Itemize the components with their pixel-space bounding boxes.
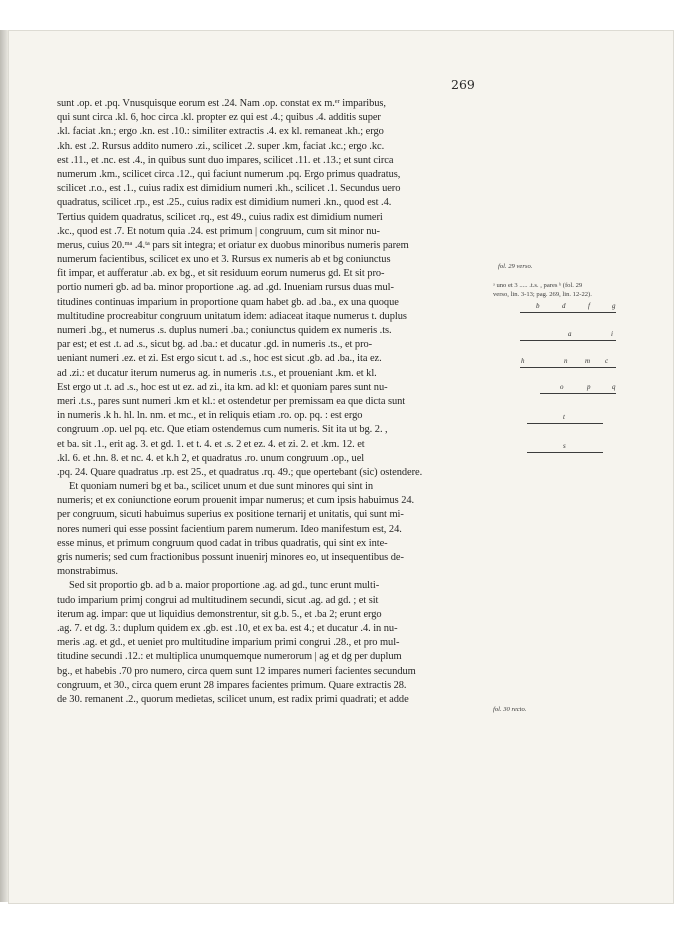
diagram-label-o: o (560, 383, 564, 391)
text-line: numeri .bg., et numerus .s. duplus numeri .ba.; coniunctus quidem ex numeris .ts. (57, 325, 392, 336)
text-line: merus, cuius 20.ᵐᵃ .4.ᵗᵃ pars sit integra; et oriatur ex duobus minoribus numeris parem (57, 239, 409, 251)
text-line: quadratus, scilicet .rp., est .25., cuius radix est dimidium numeri .kn., quod est .4. (57, 197, 392, 209)
diagram-label-f: f (588, 302, 590, 310)
text-line: .pq. 24. Quare quadratus .rp. est 25., et quadratus .rq. 49.; que opertebant (sic) ostendere. (57, 466, 423, 478)
diagram-label-p: p (587, 383, 591, 391)
book-gutter (0, 30, 8, 902)
margin-note-variant-line2: verso, lin. 3-13; pag. 269, lin. 12-22). (493, 291, 592, 298)
text-line: titudine secundi .12.: et multiplica unumquemque numerorum | ag et dg per duplum (57, 651, 402, 663)
text-line: congruum .op. uel pq. etc. Que etiam ostendemus cum numeris. Sit ita ut bg. 2. , (57, 424, 388, 436)
margin-note-variant-line1: ᵃ uno et 3 ..... .t.s. , pares ᵇ (fol. 29 (493, 282, 583, 289)
text-line: iterum ag. impar: que ut liquidius demonstrentur, sit g.b. 5., et .ba 2; erunt ergo (57, 608, 382, 620)
text-line: ad .zi.: et ducatur iterum numerus ag. in numeris .t.s., et proueniant .km. et kl. (57, 367, 377, 379)
main-text-block (57, 97, 484, 707)
text-line: meri .t.s., pares sunt numeri .km et kl.: et ostendetur per premissam ea que dicta sunt (57, 395, 406, 407)
text-line: per congruum, sicuti habuimus superius ex positione ternarij et unitatis, qui sunt mi- (57, 509, 404, 521)
text-line: numerum .km., scilicet circa .12., qui faciunt numerum .pq. Ergo primus quadratus, (57, 168, 401, 180)
text-line: .kc., quod est .7. Et notum quia .24. est primum | congruum, cum sit minor nu- (57, 225, 380, 237)
diagram-label-g: g (612, 302, 616, 310)
diagram-line-s (527, 452, 603, 453)
diagram-line-oq (540, 393, 616, 394)
diagram-line-ai (520, 340, 616, 341)
text-line: portio numeri gb. ad ba. minor proportione .ag. ad .gd. Inueniam rursus duas mul- (57, 282, 394, 294)
text-line: .kl. 6. et .hn. 8. et nc. 4. et k.h 2, et quadratus .ro. unum congruum .op., uel (57, 452, 365, 464)
text-line: congruum, et 30., circa quem erunt 28 impares facientes primum. Quare extractis 28. (57, 679, 407, 691)
text-line: in numeris .k h. hl. ln. nm. et mc., et in reliquis etiam .ro. op. pq. : est ergo (57, 410, 363, 422)
text-line: Tertius quidem quadratus, scilicet .rq., est 49., cuius radix est dimidium numeri (57, 211, 383, 223)
text-line: Et quoniam numeri bg et ba., scilicet unum et due sunt minores qui sint in (69, 481, 373, 493)
text-line: nores numeri qui esse possint facientium parem numerum. Ideo manifestum est, 24. (57, 523, 402, 535)
text-line: ueniant numeri .ez. et zi. Est ergo sicut t. ad .s., hoc est sicut .gb. ad .ba., ita ez. (57, 353, 382, 365)
text-line: de 30. remanent .2., quorum medietas, scilicet unum, est radix primi quadrati; et adde (57, 693, 409, 705)
text-line: .kl. faciat .kn.; ergo .kn. est .10.: similiter extractis .4. ex kl. remaneat .kh.; ergo (57, 126, 384, 138)
margin-note-folio-30-recto: fol. 30 recto. (493, 706, 527, 713)
text-line: gris numeris; sed cum fractionibus possunt inuenirj minores eo, ut insequentibus de- (57, 552, 404, 563)
text-line: Est ergo ut .t. ad .s., hoc est ut ez. ad zi., ita km. ad kl: et quoniam pares sunt nu- (57, 381, 388, 393)
text-line: qui sunt circa .kl. 6, hoc circa .kl. propter ez qui est .4.; quibus .4. additis super (57, 112, 381, 124)
text-line: esse minus, et primum congruum quod cadat in tribus quadratis, qui sint ex inte- (57, 537, 388, 549)
diagram-line-t (527, 423, 603, 424)
text-line: par est; et est .t. ad .s., sicut bg. ad .ba.: et ducatur .gd. in numeris .ts., et pro- (57, 339, 373, 351)
text-line: bg., et habebis .70 pro numero, circa quem sunt 12 impares numeri facientes secundum (57, 665, 416, 677)
diagram-label-a: a (568, 330, 572, 338)
diagram-line-hc (520, 367, 616, 368)
diagram-label-t: t (563, 413, 565, 421)
diagram-label-m: m (585, 357, 591, 365)
text-line: et ba. sit .1., erit ag. 3. et gd. 1. et t. 4. et .s. 2 et ez. 4. et zi. 2. et .km. 12. et (57, 438, 365, 450)
text-line: numerum facientibus, scilicet ex uno et 3. Rursus ex numeris ab et bg coniunctus (57, 254, 391, 266)
text-line: numeris; et ex coniunctione eorum prouenit impar numerus; et cum ipsis habuimus 24. (57, 495, 415, 507)
diagram-label-s: s (563, 442, 566, 450)
text-line: multitudine procreabitur congruum unitatum idem: adiaceat itaque numerus t. duplus (57, 310, 407, 322)
text-line: scilicet .r.o., est .1., cuius radix est dimidium numeri .kh., scilicet .1. Secundus uero (57, 183, 401, 195)
diagram-label-n: n (564, 357, 568, 365)
diagram-label-h: h (521, 357, 525, 365)
diagram-label-c: c (605, 357, 609, 365)
diagram-line-bg (520, 312, 616, 313)
text-line: meris .ag. et gd., et ueniet pro multitudine imparium primi congrui .28., et pro mul- (57, 637, 400, 649)
margin-note-folio-29-verso: fol. 29 verso. (498, 263, 533, 270)
text-line: .kh. est .2. Rursus addito numero .zi., scilicet .2. super .km, faciat .kc.; ergo .kc. (57, 140, 385, 152)
diagram-label-b: b (536, 302, 540, 310)
diagram-label-i: i (611, 330, 613, 338)
text-line: fit impar, et aufferatur .ab. ex bg., et sit residuum eorum numerus gd. Et sit pro- (57, 268, 385, 280)
text-line: est .11., et .nc. est .4., in quibus sunt duo impares, scilicet .11. et .13.; et sunt circa (57, 154, 394, 166)
text-line: tudo imparium primj congrui ad multitudinem secundi, sicut .ag. ad gd. ; et sit (57, 594, 379, 606)
page-number: 269 (451, 77, 475, 92)
diagram-label-q: q (612, 383, 616, 391)
text-line: monstrabimus. (57, 566, 118, 578)
text-line: titudines continuas imparium in proportione quam habet gb. ad .ba., ex una quoque (57, 296, 399, 308)
text-line: sunt .op. et .pq. Vnusquisque eorum est .24. Nam .op. constat ex m.ᵉʳ imparibus, (57, 98, 386, 109)
text-line: Sed sit proportio gb. ad b a. maior proportione .ag. ad gd., tunc erunt multi- (69, 580, 380, 592)
diagram-label-d: d (562, 302, 566, 310)
text-line: .ag. 7. et dg. 3.: duplum quidem ex .gb. est .10, et ex ba. est 4.; et ducatur .4. in nu- (57, 622, 398, 634)
